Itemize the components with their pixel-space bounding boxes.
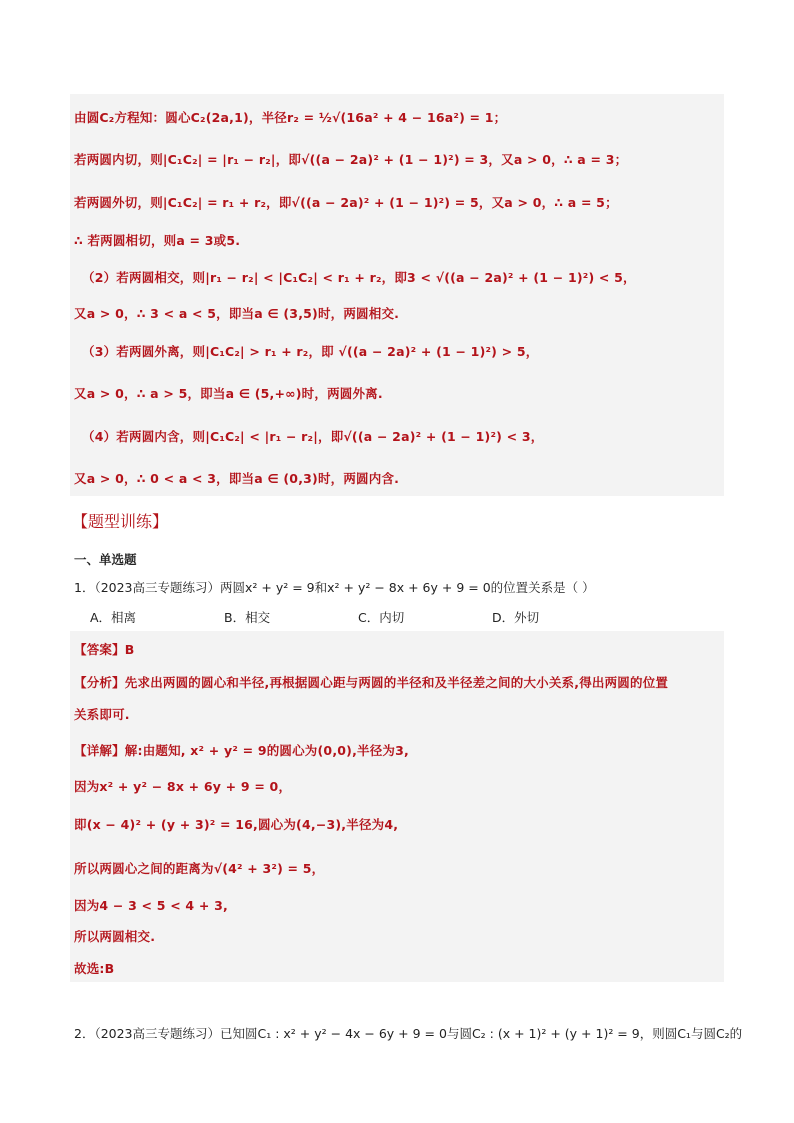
detail-line-1: 【详解】解:由题知, x² + y² = 9的圆心为(0,0),半径为3, bbox=[74, 743, 409, 758]
option-c[interactable]: C．内切 bbox=[358, 610, 405, 625]
solution-line-8: 又a > 0，∴ a > 5，即当a ∈ (5,+∞)时，两圆外离. bbox=[74, 386, 383, 401]
question-2-stem: 2．（2023高三专题练习）已知圆C₁ : x² + y² − 4x − 6y + 9 = 0与圆C₂ : (x + 1)² + (y + 1)² = 9，则圆C₁与圆C₂的 bbox=[74, 1026, 743, 1041]
solution-line-7: （3）若两圆外离，则|C₁C₂| > r₁ + r₂，即 √((a − 2a)² + (1 − 1)²) > 5， bbox=[82, 344, 539, 359]
solution-line-10: 又a > 0，∴ 0 < a < 3，即当a ∈ (0,3)时，两圆内含. bbox=[74, 471, 400, 486]
option-a[interactable]: A．相离 bbox=[90, 610, 137, 625]
detail-line-4: 所以两圆心之间的距离为√(4² + 3²) = 5， bbox=[74, 861, 325, 876]
solution-line-5: （2）若两圆相交，则|r₁ − r₂| < |C₁C₂| < r₁ + r₂，即3 < √((a − 2a)² + (1 − 1)²) < 5， bbox=[82, 270, 636, 285]
answer-line: 【答案】B bbox=[74, 642, 135, 657]
solution-line-4: ∴ 若两圆相切，则a = 3或5. bbox=[74, 233, 241, 248]
solution-line-6: 又a > 0，∴ 3 < a < 5，即当a ∈ (3,5)时，两圆相交. bbox=[74, 306, 400, 321]
solution-line-2: 若两圆内切，则|C₁C₂| = |r₁ − r₂|，即√((a − 2a)² + (1 − 1)²) = 3，又a > 0，∴ a = 3； bbox=[74, 152, 628, 167]
option-b[interactable]: B．相交 bbox=[224, 610, 271, 625]
question-1-options bbox=[90, 608, 626, 626]
section-heading: 一、单选题 bbox=[74, 552, 137, 567]
question-1-stem: 1．（2023高三专题练习）两圆x² + y² = 9和x² + y² − 8x + 6y + 9 = 0的位置关系是（ ） bbox=[74, 580, 595, 595]
option-d[interactable]: D．外切 bbox=[492, 610, 540, 625]
detail-line-6: 所以两圆相交. bbox=[74, 929, 156, 944]
solution-line-9: （4）若两圆内含，则|C₁C₂| < |r₁ − r₂|，即√((a − 2a)² + (1 − 1)²) < 3， bbox=[82, 429, 544, 444]
solution-line-3: 若两圆外切，则|C₁C₂| = r₁ + r₂，即√((a − 2a)² + (1 − 1)²) = 5，又a > 0，∴ a = 5； bbox=[74, 195, 618, 210]
analysis-line-2: 关系即可. bbox=[74, 707, 130, 722]
analysis-line-1: 【分析】先求出两圆的圆心和半径,再根据圆心距与两圆的半径和及半径差之间的大小关系,得出两圆的位置 bbox=[74, 675, 669, 690]
detail-line-3: 即(x − 4)² + (y + 3)² = 16,圆心为(4,−3),半径为4, bbox=[74, 817, 399, 832]
detail-line-5: 因为4 − 3 < 5 < 4 + 3, bbox=[74, 898, 228, 913]
detail-line-7: 故选:B bbox=[74, 961, 115, 976]
solution-line-1: 由圆C₂方程知：圆心C₂(2a,1)，半径r₂ = ½√(16a² + 4 − 16a²) = 1； bbox=[74, 110, 507, 125]
section-title: 【题型训练】 bbox=[72, 512, 169, 531]
detail-line-2: 因为x² + y² − 8x + 6y + 9 = 0， bbox=[74, 779, 292, 794]
